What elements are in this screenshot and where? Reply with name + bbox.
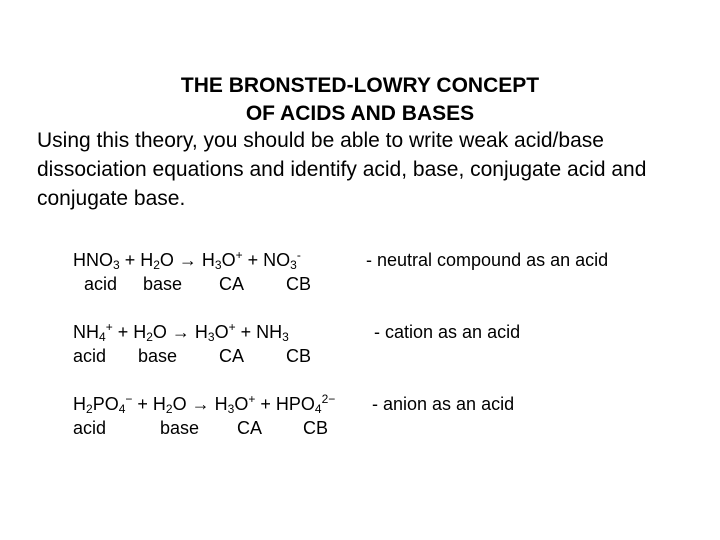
formula-text: + H xyxy=(132,394,166,414)
equation-1-acid-label: acid xyxy=(84,274,118,294)
equation-3-acid-label: acid xyxy=(73,418,107,438)
equation-2-note: - cation as an acid xyxy=(374,322,521,342)
superscript: − xyxy=(125,392,133,406)
equation-3-note: - anion as an acid xyxy=(372,394,515,414)
equation-2 xyxy=(73,321,289,343)
subscript: 3 xyxy=(207,330,215,344)
formula-text: PO xyxy=(92,394,119,414)
formula-text: O xyxy=(214,322,229,342)
subscript: 4 xyxy=(118,402,126,416)
formula-text: + NO xyxy=(242,250,291,270)
formula-text: O → H xyxy=(152,322,208,342)
equation-3-base-label: base xyxy=(160,418,200,438)
equation-1-base-label: base xyxy=(143,274,183,294)
intro-paragraph: Using this theory, you should be able to write weak acid/base dissociation equations and identify acid, base, conjugate acid and conjugate base. xyxy=(37,129,647,210)
formula-text: O → H xyxy=(172,394,228,414)
superscript: + xyxy=(248,392,256,406)
formula-text: + H xyxy=(119,250,154,270)
superscript: 2− xyxy=(321,392,336,406)
subscript: 3 xyxy=(282,330,289,344)
superscript: - xyxy=(296,248,301,262)
formula-text: O → H xyxy=(159,250,215,270)
formula-text: H xyxy=(73,394,86,414)
equation-3-cb-label: CB xyxy=(303,418,329,438)
equation-2-cb-label: CB xyxy=(286,346,312,366)
formula-text: O xyxy=(234,394,249,414)
equation-3 xyxy=(73,393,335,415)
formula-text: + HPO xyxy=(255,394,315,414)
superscript: + xyxy=(105,320,113,334)
subscript: 2 xyxy=(165,402,173,416)
subscript: 3 xyxy=(113,258,120,272)
equation-1-note: - neutral compound as an acid xyxy=(366,250,609,270)
formula-text: + H xyxy=(112,322,147,342)
subscript: 2 xyxy=(153,258,160,272)
equation-1-ca-label: CA xyxy=(219,274,245,294)
superscript: + xyxy=(228,320,236,334)
equation-2-base-label: base xyxy=(138,346,178,366)
formula-text: + NH xyxy=(235,322,283,342)
subscript: 3 xyxy=(227,402,235,416)
subscript: 2 xyxy=(86,402,93,416)
subscript: 3 xyxy=(290,258,297,272)
equation-1 xyxy=(73,249,301,271)
subscript: 3 xyxy=(214,258,222,272)
equation-2-acid-label: acid xyxy=(73,346,107,366)
superscript: + xyxy=(235,248,243,262)
formula-text: O xyxy=(221,250,236,270)
formula-text: HNO xyxy=(73,250,113,270)
subscript: 4 xyxy=(314,402,322,416)
subscript: 2 xyxy=(146,330,153,344)
equation-3-ca-label: CA xyxy=(237,418,263,438)
slide-title-line-1: THE BRONSTED-LOWRY CONCEPT xyxy=(180,74,540,97)
subscript: 4 xyxy=(99,330,106,344)
slide-title-line-2: OF ACIDS AND BASES xyxy=(245,102,475,125)
equation-1-cb-label: CB xyxy=(286,274,312,294)
equation-2-ca-label: CA xyxy=(219,346,245,366)
formula-text: NH xyxy=(73,322,99,342)
